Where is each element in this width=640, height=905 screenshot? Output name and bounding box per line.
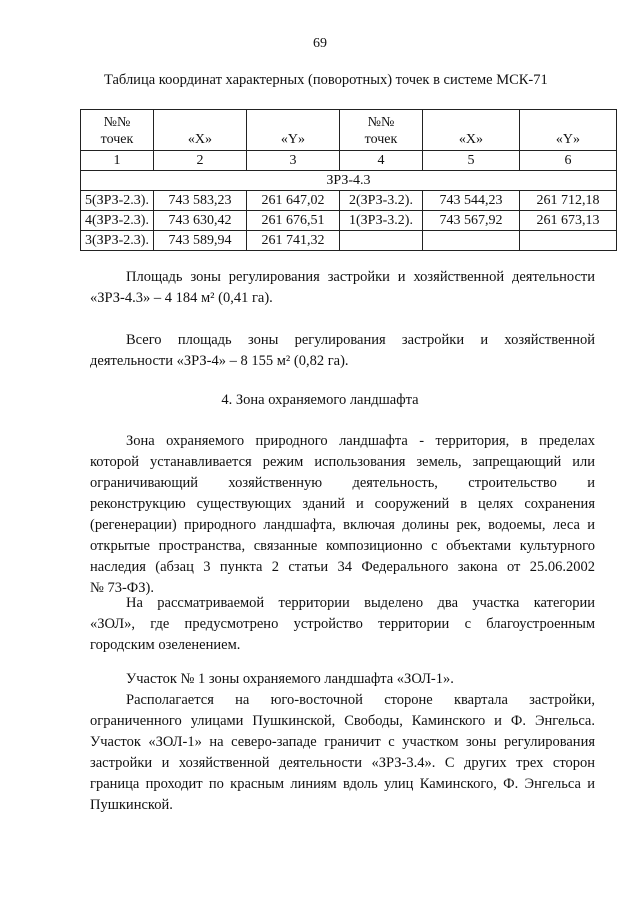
table-row xyxy=(81,211,617,231)
table-cell: 261 741,32 xyxy=(246,231,339,251)
table-cell: 261 712,18 xyxy=(519,191,616,211)
table-cell: 743 630,42 xyxy=(153,211,246,231)
coordinates-table xyxy=(80,109,617,251)
section-heading: 4. Зона охраняемого ландшафта xyxy=(221,392,419,408)
table-cell xyxy=(422,231,519,251)
area-zrz43-paragraph: Площадь зоны регулирования застройки и хозяйственной деятельности «ЗРЗ-4.3» – 4 184 м² (0,41 га). xyxy=(90,269,595,306)
table-cell: 743 544,23 xyxy=(422,191,519,211)
table-cell: 261 676,51 xyxy=(246,211,339,231)
table-cell: 5(ЗРЗ-2.3). xyxy=(81,191,154,211)
header-cell-x-2: «X» xyxy=(422,110,519,151)
header-cell-points-2: №№ точек xyxy=(339,110,422,151)
table-cell: 743 583,23 xyxy=(153,191,246,211)
table-row xyxy=(81,231,617,251)
table-cell: 743 567,92 xyxy=(422,211,519,231)
column-number: 1 xyxy=(81,151,154,171)
column-number-row xyxy=(81,151,617,171)
table-cell: 261 647,02 xyxy=(246,191,339,211)
header-cell-points-1: №№ точек xyxy=(81,110,154,151)
plot1-paragraph: Располагается на юго-восточной стороне квартала застройки, ограниченного улицами Пушкинской, Свободы, Каминского и Ф. Энгельса. Участок «ЗОЛ-1» на северо-западе граничит с участком зоны регулирования застройки и хозяйственной деятельности «ЗРЗ-3.4». С других трех сторон граница проходит по красным линиям вдоль улиц Каминского, Ф. Энгельса и Пушкинской. xyxy=(90,692,595,813)
column-number: 2 xyxy=(153,151,246,171)
definition-paragraph: Зона охраняемого природного ландшафта - территория, в пределах которой устанавливается режим использования земель, запрещающий или ограничивающий хозяйственную деятельность, строительство и реконструкцию существующих зданий и сооружений в целях сохранения (регенерации) природного ландшафта, включая долины рек, водоемы, леса и открытые пространства, связанные композиционно с объектами культурного наследия (абзац 3 пункта 2 статьи 34 Федерального закона от 25.06.2002 № 73-ФЗ). xyxy=(90,433,595,596)
table-cell: 2(ЗРЗ-3.2). xyxy=(339,191,422,211)
table-cell: 1(ЗРЗ-3.2). xyxy=(339,211,422,231)
table-cell xyxy=(339,231,422,251)
zone-label-row xyxy=(81,171,617,191)
column-number: 3 xyxy=(246,151,339,171)
table-cell: 261 673,13 xyxy=(519,211,616,231)
table-cell: 4(ЗРЗ-2.3). xyxy=(81,211,154,231)
header-cell-x-1: «X» xyxy=(153,110,246,151)
zone-label: ЗРЗ-4.3 xyxy=(81,171,617,191)
header-cell-y-1: «Y» xyxy=(246,110,339,151)
table-cell: 743 589,94 xyxy=(153,231,246,251)
page-number: 69 xyxy=(313,36,327,51)
header-cell-y-2: «Y» xyxy=(519,110,616,151)
table-row xyxy=(81,191,617,211)
column-number: 5 xyxy=(422,151,519,171)
column-number: 4 xyxy=(339,151,422,171)
plot1-title: Участок № 1 зоны охраняемого ландшафта «ЗОЛ-1». xyxy=(126,671,454,687)
table-title: Таблица координат характерных (поворотных) точек в системе МСК-71 xyxy=(104,72,548,88)
table-header-row xyxy=(81,110,617,151)
table-cell: 3(ЗРЗ-2.3). xyxy=(81,231,154,251)
column-number: 6 xyxy=(519,151,616,171)
table-cell xyxy=(519,231,616,251)
territory-paragraph: На рассматриваемой территории выделено два участка категории «ЗОЛ», где предусмотрено устройство территории с благоустроенным городским озеленением. xyxy=(90,595,595,653)
area-total-paragraph: Всего площадь зоны регулирования застройки и хозяйственной деятельности «ЗРЗ-4» – 8 155 м² (0,82 га). xyxy=(90,332,595,369)
